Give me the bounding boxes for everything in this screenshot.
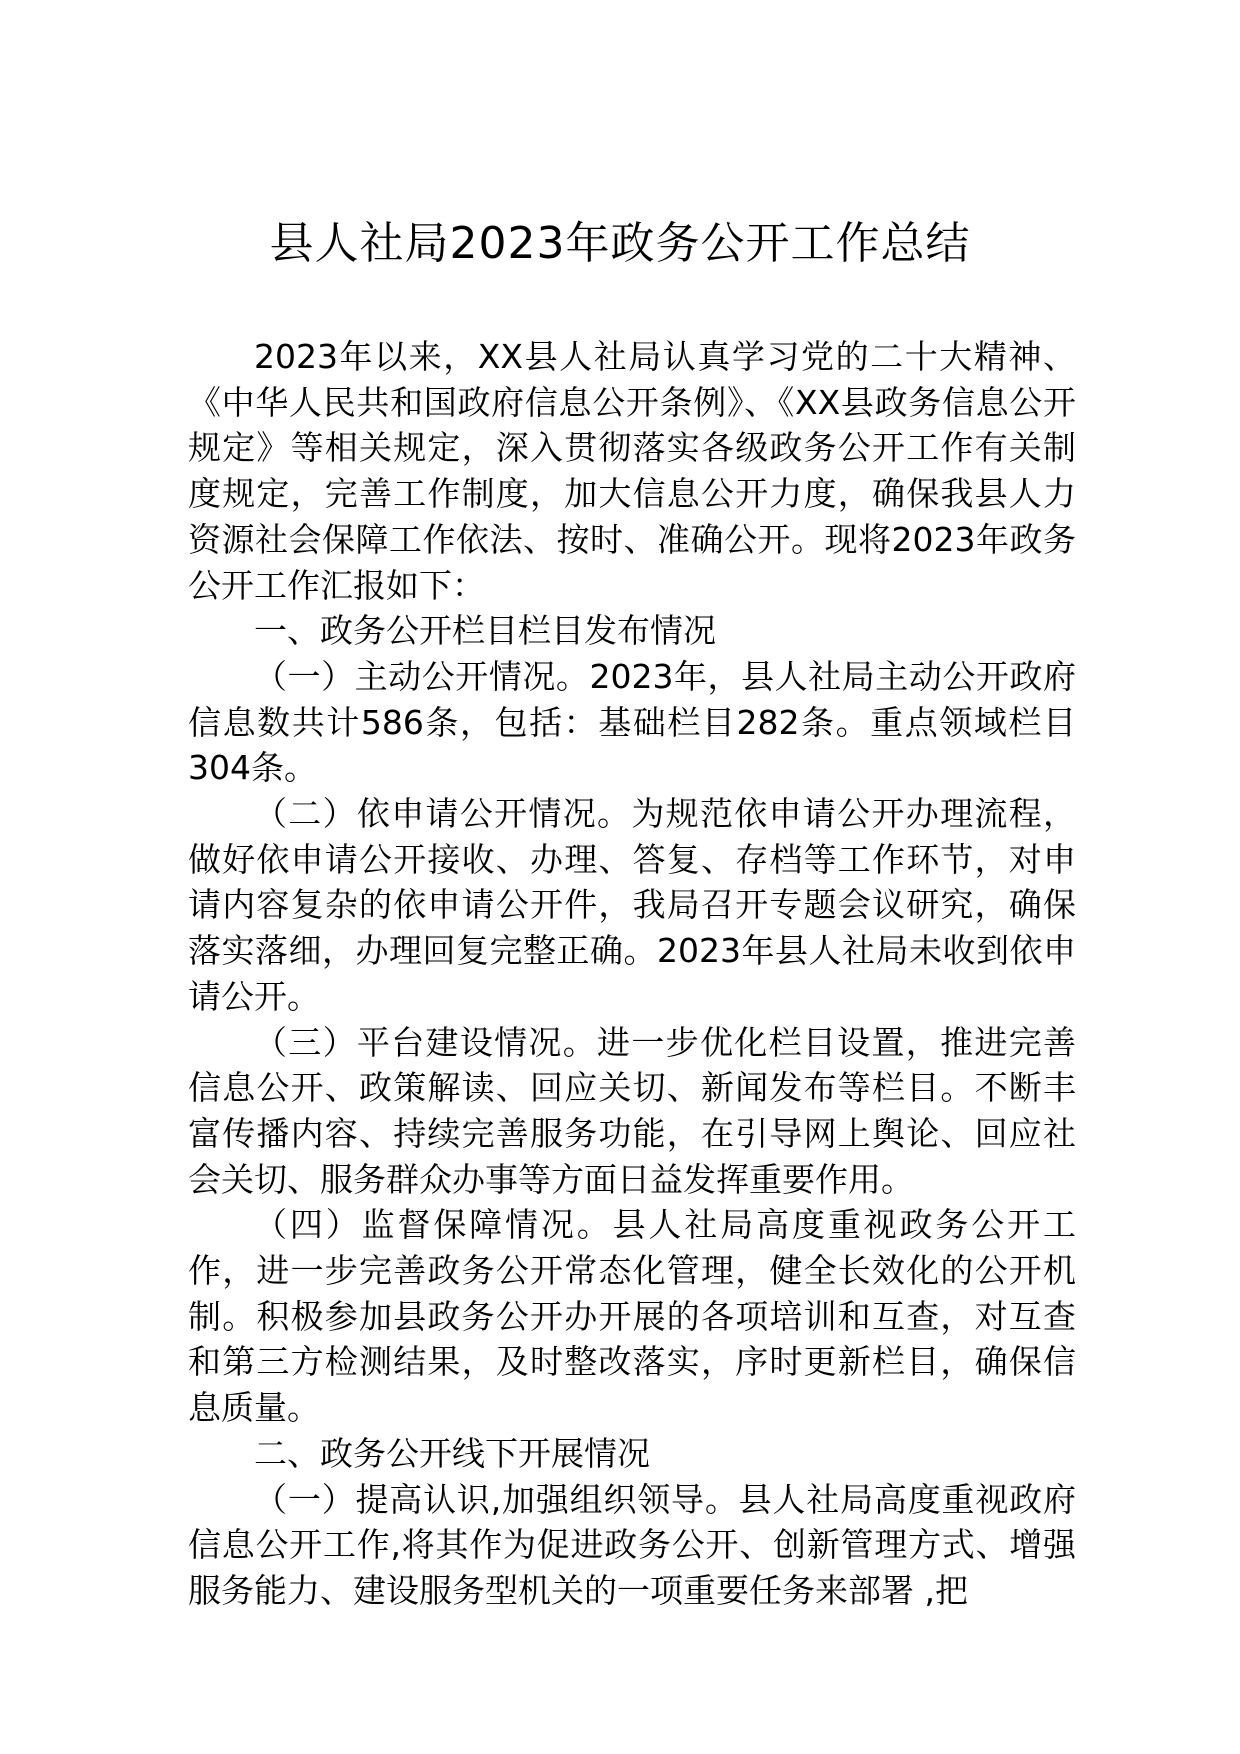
section-heading-1: 一、政务公开栏目栏目发布情况 — [254, 611, 716, 651]
paragraph-active-disclosure: （一）主动公开情况。2023年，县人社局主动公开政府信息数共计586条，包括：基础栏目282条。重点领域栏目304条。 — [188, 656, 1076, 788]
paragraph-request-disclosure: （二）依申请公开情况。为规范依申请公开办理流程，做好依申请公开接收、办理、答复、存档等工作环节，对申请内容复杂的依申请公开件，我局召开专题会议研究，确保落实落细，办理回复完整正确。2023年县人社局未收到依申请公开。 — [188, 794, 1076, 1016]
document-body — [188, 334, 1076, 1614]
paragraph-organization: （一）提高认识,加强组织领导。县人社局高度重视政府信息公开工作,将其作为促进政务公开、创新管理方式、增强服务能力、建设服务型机关的一项重要任务来部署 ,把 — [188, 1479, 1076, 1610]
paragraph-supervision: （四）监督保障情况。县人社局高度重视政务公开工作，进一步完善政务公开常态化管理，健全长效化的公开机制。积极参加县政务公开办开展的各项培训和互查，对互查和第三方检测结果，及时整改落实，序时更新栏目，确保信息质量。 — [188, 1205, 1076, 1428]
document-title: 县人社局2023年政务公开工作总结 — [269, 218, 971, 269]
paragraph-intro: 2023年以来，XX县人社局认真学习党的二十大精神、《中华人民共和国政府信息公开条例》、《XX县政务信息公开规定》等相关规定，深入贯彻落实各级政务公开工作有关制度规定，完善工作制度，加大信息公开力度，确保我县人力资源社会保障工作依法、按时、准确公开。现将2023年政务公开工作汇报如下： — [188, 337, 1076, 605]
section-heading-2: 二、政务公开线下开展情况 — [254, 1433, 650, 1473]
paragraph-platform-construction: （三）平台建设情况。进一步优化栏目设置，推进完善信息公开、政策解读、回应关切、新闻发布等栏目。不断丰富传播内容、持续完善服务功能，在引导网上舆论、回应社会关切、服务群众办事等方面日益发挥重要作用。 — [188, 1022, 1076, 1199]
